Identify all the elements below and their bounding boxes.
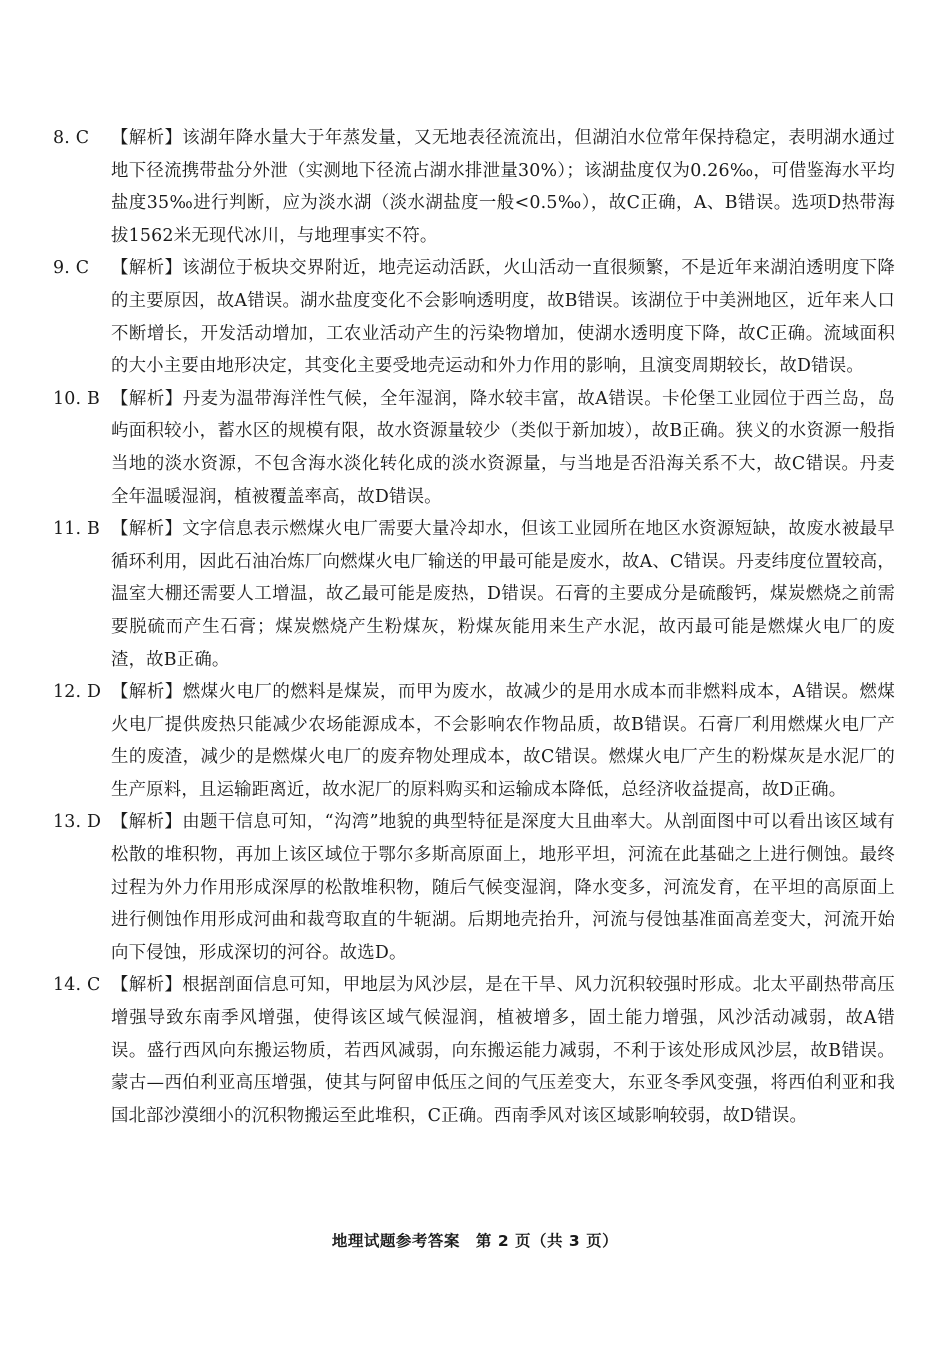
answer-body: [111, 513, 895, 676]
answer-item-10: [53, 383, 895, 513]
answer-number: 14. C: [53, 975, 101, 996]
analysis-text: 根据剖面信息可知，甲地层为风沙层，是在干旱、风力沉积较强时形成。北太平副热带高压增强导致东南季风增强，使得该区域气候湿润，植被增多，固土能力增强，风沙活动减弱，故A错误。盛行西风向东搬运物质，若西风减弱，向东搬运能力减弱，不利于该处形成风沙层，故B错误。蒙古—西伯利亚高压增强，使其与阿留申低压之间的气压差变大，东亚冬季风变强，将西伯利亚和我国北部沙漠细小的沉积物搬运至此堆积，C正确。西南季风对该区域影响较弱，故D错误。: [111, 975, 895, 1126]
answer-number: 10. B: [53, 388, 100, 409]
analysis-tag: 【解析】: [111, 812, 183, 833]
answer-body: [111, 676, 895, 806]
analysis-text: 文字信息表示燃煤火电厂需要大量冷却水，但该工业园所在地区水资源短缺，故废水被最早循环利用，因此石油冶炼厂向燃煤火电厂输送的甲最可能是废水，故A、C错误。丹麦纬度位置较高，温室大棚还需要人工增温，故乙最可能是废热，D错误。石膏的主要成分是硫酸钙，煤炭燃烧之前需要脱硫而产生石膏；煤炭燃烧产生粉煤灰，粉煤灰能用来生产水泥，故丙最可能是燃煤火电厂的废渣，故B正确。: [111, 519, 895, 670]
answer-list: [53, 122, 895, 1132]
analysis-text: 由题干信息可知，“沟湾”地貌的典型特征是深度大且曲率大。从剖面图中可以看出该区域有松散的堆积物，再加上该区域位于鄂尔多斯高原面上，地形平坦，河流在此基础之上进行侧蚀。最终过程为外力作用形成深厚的松散堆积物，随后气候变湿润，降水变多，河流发育，在平坦的高原面上进行侧蚀作用形成河曲和裁弯取直的牛轭湖。后期地壳抬升，河流与侵蚀基准面高差变大，河流开始向下侵蚀，形成深切的河谷。故选D。: [111, 812, 895, 963]
answer-item-14: [53, 969, 895, 1132]
page-footer: 地理试题参考答案 第 2 页（共 3 页）: [331, 1232, 619, 1250]
answer-item-11: [53, 513, 895, 676]
answer-item-13: [53, 806, 895, 969]
analysis-tag: 【解析】: [111, 975, 183, 996]
answer-number: 13. D: [53, 812, 102, 833]
answer-body: [111, 252, 895, 382]
answer-number: 12. D: [53, 682, 102, 703]
answer-item-12: [53, 676, 895, 806]
answer-number: 11. B: [53, 519, 100, 540]
analysis-tag: 【解析】: [111, 519, 183, 540]
analysis-tag: 【解析】: [111, 128, 183, 148]
answer-body: [111, 806, 895, 969]
answer-body: [111, 969, 895, 1132]
analysis-text: 该湖年降水量大于年蒸发量，又无地表径流流出，但湖泊水位常年保持稳定，表明湖水通过地下径流携带盐分外泄（实测地下径流占湖水排泄量30%）；该湖盐度仅为0.26‰，可借鉴海水平均盐度35‰进行判断，应为淡水湖（淡水湖盐度一般<0.5‰），故C正确，A、B错误。选项D热带海拔1562米无现代冰川，与地理事实不符。: [111, 128, 895, 246]
analysis-text: 丹麦为温带海洋性气候，全年湿润，降水较丰富，故A错误。卡伦堡工业园位于西兰岛，岛屿面积较小，蓄水区的规模有限，故水资源量较少（类似于新加坡），故B正确。狭义的水资源一般指当地的淡水资源，不包含海水淡化转化成的淡水资源量，与当地是否沿海关系不大，故C错误。丹麦全年温暖湿润，植被覆盖率高，故D错误。: [111, 388, 895, 507]
answer-body: [111, 122, 895, 252]
analysis-text: 燃煤火电厂的燃料是煤炭，而甲为废水，故减少的是用水成本而非燃料成本，A错误。燃煤火电厂提供废热只能减少农场能源成本，不会影响农作物品质，故B错误。石膏厂利用燃煤火电厂产生的废渣，减少的是燃煤火电厂的废弃物处理成本，故C错误。燃煤火电厂产生的粉煤灰是水泥厂的生产原料，且运输距离近，故水泥厂的原料购买和运输成本降低，总经济收益提高，故D正确。: [111, 682, 895, 800]
analysis-text: 该湖位于板块交界附近，地壳运动活跃，火山活动一直很频繁，不是近年来湖泊透明度下降的主要原因，故A错误。湖水盐度变化不会影响透明度，故B错误。该湖位于中美洲地区，近年来人口不断增长，开发活动增加，工农业活动产生的污染物增加，使湖水透明度下降，故C正确。流域面积的大小主要由地形决定，其变化主要受地壳运动和外力作用的影响，且演变周期较长，故D错误。: [111, 258, 895, 377]
answer-item-9: [53, 252, 895, 382]
analysis-tag: 【解析】: [111, 388, 183, 409]
answer-number: 8. C: [53, 128, 90, 148]
answer-number: 9. C: [53, 258, 90, 279]
answer-item-8: [53, 122, 895, 252]
analysis-tag: 【解析】: [111, 258, 183, 279]
analysis-tag: 【解析】: [111, 682, 183, 703]
answer-body: [111, 383, 895, 513]
